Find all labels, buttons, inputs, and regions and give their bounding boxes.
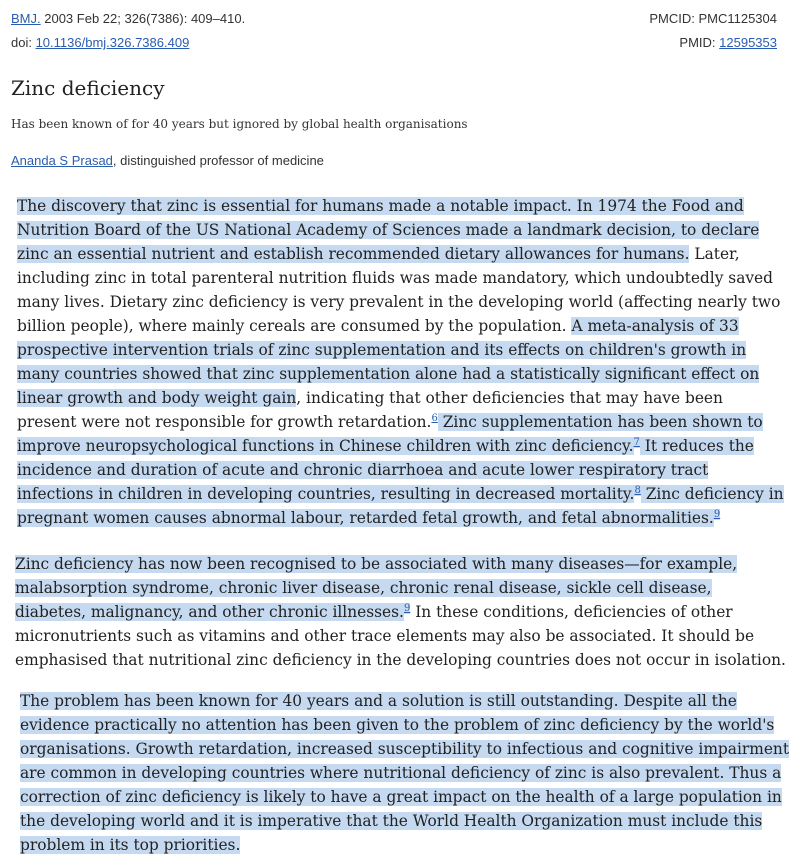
article-title: Zinc deficiency [11, 76, 165, 100]
journal-link[interactable]: BMJ. [11, 11, 41, 26]
doi-line [11, 31, 245, 55]
reference-link[interactable]: 9 [403, 602, 411, 614]
reference-8[interactable] [634, 485, 640, 496]
text-span: In these conditions, deficiencies of other micronutrients such as vitamins and other trace elements may also be associated. It should be emphasised that nutritional zinc deficiency in the developing countries does not occur in isolation. [15, 603, 786, 669]
reference-6[interactable] [431, 413, 437, 424]
paragraph-3 [20, 689, 790, 857]
pmid-line [649, 31, 777, 55]
highlight-span: Zinc deficiency has now been recognised to be associated with many diseases—for example, malabsorption syndrome, chronic liver disease, chronic renal disease, sickle cell disease, diabetes, malignancy, and other chronic illnesses. [15, 555, 738, 621]
highlight-span: Zinc deficiency in pregnant women causes abnormal labour, retarded fetal growth, and fetal abnormalities. [17, 485, 784, 527]
reference-link[interactable]: 7 [633, 436, 640, 448]
pmid-label: PMID: [679, 35, 720, 50]
reference-link[interactable]: 9 [713, 508, 721, 520]
pmcid-text: PMCID: PMC1125304 [649, 11, 777, 26]
citation-text: 2003 Feb 22; 326(7386): 409–410. [40, 11, 246, 26]
highlight-span: A meta-analysis of 33 prospective intervention trials of zinc supplementation and its effects on children's growth in many countries showed that zinc supplementation alone had a statistically significant effect on linear growth and body weight gain [17, 317, 760, 407]
text-span: , indicating that other deficiencies that may have been present were not responsible for growth retardation. [17, 389, 723, 431]
reference-link[interactable]: 6 [431, 412, 438, 424]
highlight-span: It reduces the incidence and duration of acute and chronic diarrhoea and acute lower respiratory tract infections in children in developing countries, resulting in decreased mortality. [17, 437, 754, 503]
reference-link[interactable]: 8 [634, 484, 641, 496]
paragraph-1 [17, 194, 785, 530]
doi-label: doi: [11, 35, 36, 50]
text-span: Later, including zinc in total parenteral nutrition fluids was made mandatory, which undoubtedly saved many lives. Dietary zinc deficiency is very prevalent in the developing world (affecting nearly two billion people), where mainly cereals are consumed by the population. [17, 245, 781, 335]
citation-line [11, 7, 245, 31]
paragraph-2 [15, 552, 787, 672]
author-link[interactable]: Ananda S Prasad [11, 153, 113, 168]
citation-block [11, 7, 245, 55]
highlight-span: The discovery that zinc is essential for humans made a notable impact. In 1974 the Food and Nutrition Board of the US National Academy of Sciences made a landmark decision, to declare zinc an essential nutrient and establish recommended dietary allowances for humans. [17, 197, 760, 263]
author-role: , distinguished professor of medicine [112, 153, 324, 168]
highlight-span: Zinc supplementation has been shown to improve neuropsychological functions in Chinese children with zinc deficiency. [17, 413, 763, 455]
highlight-span: The problem has been known for 40 years and a solution is still outstanding. Despite all the evidence practically no attention has been given to the problem of zinc deficiency by the world's organisations. Growth retardation, increased susceptibility to infectious and cognitive impairment are common in developing countries where nutritional deficiency of zinc is also prevalent. Thus a correction of zinc deficiency is likely to have a great impact on the health of a large population in the developing world and it is imperative that the World Health Organization must include this problem in its top priorities. [20, 692, 790, 854]
article-subtitle: Has been known of for 40 years but ignored by global health organisations [11, 117, 468, 131]
pmid-link[interactable]: 12595353 [719, 35, 777, 50]
reference-9[interactable] [714, 509, 720, 520]
identifier-block [649, 7, 777, 55]
reference-7[interactable] [634, 437, 640, 448]
author-line [11, 153, 324, 168]
doi-link[interactable]: 10.1136/bmj.326.7386.409 [35, 35, 190, 50]
